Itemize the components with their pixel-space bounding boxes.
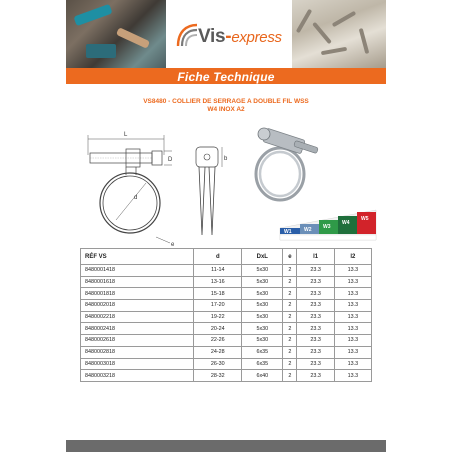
table-cell: 23.3 [297, 370, 334, 382]
table-cell: 20-24 [194, 323, 242, 335]
table-cell: 13.3 [334, 346, 371, 358]
table-cell: 2 [283, 288, 297, 300]
table-row [81, 265, 372, 277]
table-cell: 13.3 [334, 335, 371, 347]
table-row [81, 300, 372, 312]
table-header-row [81, 249, 372, 265]
dim-label-D: D [168, 157, 173, 163]
table-row [81, 276, 372, 288]
screws-photo [292, 0, 386, 68]
table-cell: 23.3 [297, 300, 334, 312]
table-cell: 13.3 [334, 311, 371, 323]
table-cell: 2 [283, 276, 297, 288]
grade-w3-label: W3 [323, 224, 331, 230]
table-cell: 8480002018 [81, 300, 194, 312]
table-cell: 8480002418 [81, 323, 194, 335]
table-cell: 8480001618 [81, 276, 194, 288]
table-cell: 5x30 [242, 311, 283, 323]
table-cell: 28-32 [194, 370, 242, 382]
product-title-line1: VS8480 - COLLIER DE SERRAGE A DOUBLE FIL WSS [143, 98, 309, 105]
table-cell: 2 [283, 370, 297, 382]
table-cell: 5x30 [242, 323, 283, 335]
table-row [81, 335, 372, 347]
table-cell: 15-18 [194, 288, 242, 300]
screw-icon [312, 22, 332, 44]
table-cell: 13-16 [194, 276, 242, 288]
table-row [81, 323, 372, 335]
table-row [81, 358, 372, 370]
table-cell: 23.3 [297, 276, 334, 288]
table-cell: 26-30 [194, 358, 242, 370]
screw-icon [296, 9, 312, 34]
table-row [81, 288, 372, 300]
table-body [81, 265, 372, 382]
table-cell: 22-26 [194, 335, 242, 347]
table-cell: 13.3 [334, 288, 371, 300]
dim-label-e: e [171, 242, 175, 248]
table-cell: 8480002818 [81, 346, 194, 358]
col-header-dxl: DxL [242, 249, 283, 265]
table-cell: 6x35 [242, 346, 283, 358]
table-cell: 2 [283, 300, 297, 312]
banner-title: Fiche Technique [177, 70, 275, 84]
screw-icon [321, 47, 347, 55]
dim-label-L: L [124, 132, 128, 138]
col-header-l2: l2 [334, 249, 371, 265]
table-cell: 23.3 [297, 265, 334, 277]
screw-icon [359, 28, 370, 54]
w-grade-chart [278, 206, 378, 242]
table-row [81, 311, 372, 323]
grade-w2-label: W2 [304, 227, 312, 233]
workshop-photo [66, 0, 166, 68]
grade-w5-label: W5 [361, 216, 369, 222]
brand-name: Vis [198, 26, 226, 47]
brand-suffix: express [231, 29, 282, 46]
clamp-technical-drawing-icon [86, 125, 266, 250]
table-cell: 8480002618 [81, 335, 194, 347]
table-cell: 13.3 [334, 358, 371, 370]
screwdriver-icon [73, 4, 112, 26]
table-cell: 6x40 [242, 370, 283, 382]
table-cell: 17-20 [194, 300, 242, 312]
col-header-e: e [283, 249, 297, 265]
brand-logo [198, 26, 282, 48]
table-cell: 8480003218 [81, 370, 194, 382]
table-cell: 5x30 [242, 300, 283, 312]
dim-label-d: d [134, 195, 138, 201]
table-cell: 2 [283, 323, 297, 335]
table-cell: 19-22 [194, 311, 242, 323]
spec-table [80, 248, 372, 382]
table-cell: 5x30 [242, 265, 283, 277]
table-cell: 6x35 [242, 358, 283, 370]
table-cell: 13.3 [334, 370, 371, 382]
brand-dash: - [225, 26, 232, 47]
table-cell: 8480002218 [81, 311, 194, 323]
table-cell: 13.3 [334, 323, 371, 335]
table-cell: 2 [283, 346, 297, 358]
table-cell: 24-28 [194, 346, 242, 358]
screw-icon [332, 11, 357, 27]
table-row [81, 346, 372, 358]
table-cell: 23.3 [297, 323, 334, 335]
grade-w4-label: W4 [342, 220, 350, 226]
dim-label-b: b [224, 156, 228, 162]
table-cell: 8480001418 [81, 265, 194, 277]
header-banner [66, 0, 386, 68]
table-cell: 8480003018 [81, 358, 194, 370]
table-cell: 2 [283, 335, 297, 347]
fiche-technique-bar [66, 68, 386, 84]
table-cell: 2 [283, 311, 297, 323]
col-header-ref: RÉF VS [81, 249, 194, 265]
wrench-icon [116, 27, 150, 49]
product-title [66, 98, 386, 114]
datasheet-page [66, 0, 386, 452]
product-title-line2: W4 INOX A2 [207, 106, 245, 113]
table-cell: 23.3 [297, 335, 334, 347]
table-cell: 13.3 [334, 265, 371, 277]
table-cell: 5x30 [242, 335, 283, 347]
table-cell: 5x30 [242, 276, 283, 288]
footer-bar [66, 440, 386, 452]
table-cell: 23.3 [297, 346, 334, 358]
table-cell: 13.3 [334, 300, 371, 312]
table-cell: 23.3 [297, 311, 334, 323]
table-cell: 2 [283, 265, 297, 277]
col-header-d: d [194, 249, 242, 265]
table-row [81, 370, 372, 382]
table-cell: 2 [283, 358, 297, 370]
table-cell: 5x30 [242, 288, 283, 300]
grade-w1-label: W1 [284, 229, 292, 235]
table-cell: 8480001818 [81, 288, 194, 300]
clamp-photo [250, 118, 322, 206]
swoosh-logo-icon [176, 22, 198, 48]
table-cell: 23.3 [297, 288, 334, 300]
col-header-l1: l1 [297, 249, 334, 265]
table-cell: 23.3 [297, 358, 334, 370]
toolbox-icon [86, 44, 116, 58]
table-cell: 13.3 [334, 276, 371, 288]
table-cell: 11-14 [194, 265, 242, 277]
